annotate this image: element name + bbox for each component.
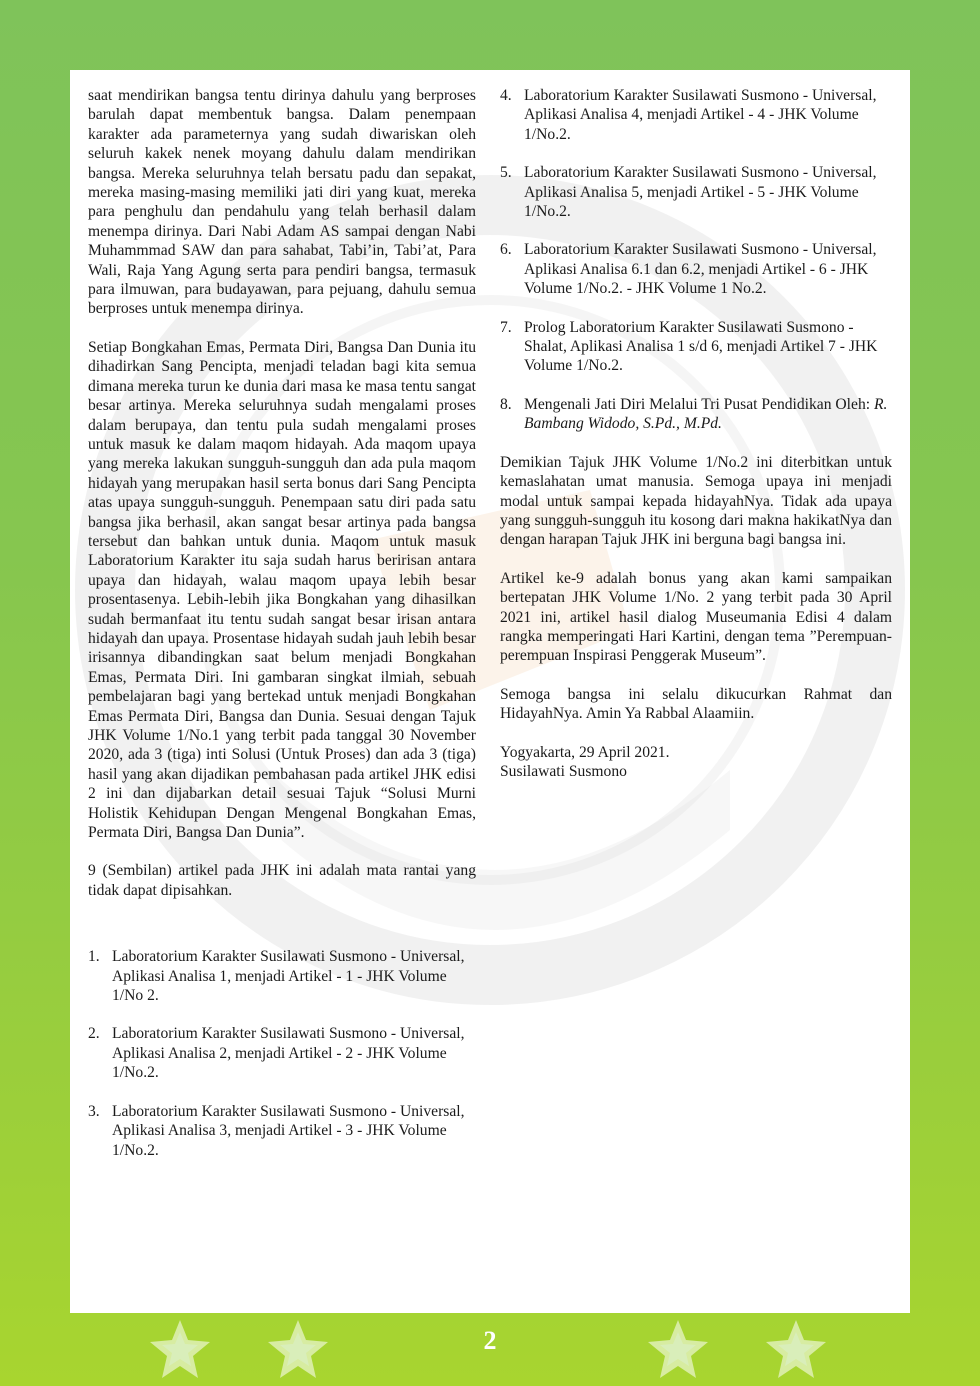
list-item-text (524, 395, 892, 434)
list-item-text: Laboratorium Karakter Susilawati Susmono - Universal, Aplikasi Analisa 3, menjadi Artikel - 3 - JHK Volume 1/No.2. (112, 1102, 465, 1159)
star-ornament-icon (148, 1318, 212, 1382)
document-page (70, 70, 910, 1313)
list-item-number: 6. (500, 241, 512, 259)
list-item (88, 1024, 476, 1082)
list-item (500, 240, 892, 298)
list-item-title: Mengenali Jati Diri Melalui Tri Pusat Pendidikan Oleh: (524, 395, 874, 413)
paragraph-artikel-9: Artikel ke-9 adalah bonus yang akan kami sampaikan bertepatan JHK Volume 1/No. 2 yang terbit pada 30 April 2021 ini, artikel hasil dialog Museumania Edisi 4 dalam rangka memperingati Hari Kartini, dengan tema ”Perempuan-perempuan Inspirasi Penggerak Museum”. (500, 569, 892, 665)
list-item-number: 5. (500, 164, 512, 182)
list-item (88, 947, 476, 1005)
list-item (500, 318, 892, 376)
list-item-number: 4. (500, 87, 512, 104)
star-ornament-icon (266, 1318, 330, 1382)
author-name: R. Bambang Widodo, S.Pd., M.Pd. (524, 395, 888, 433)
list-item-number: 7. (500, 318, 512, 336)
right-column (500, 86, 892, 781)
list-item (88, 1102, 476, 1160)
paragraph-demikian: Demikian Tajuk JHK Volume 1/No.2 ini diterbitkan untuk kemaslahatan umat manusia. Semoga upaya ini menjadi modal untuk sampai kepada hidayahNya. Tidak ada upaya yang sungguh-sungguh itu kosong dari makna hakikatNya dan dengan harapan Tajuk JHK ini berguna bagi bangsa ini. (500, 453, 892, 549)
list-item (500, 163, 892, 221)
list-item-text: Laboratorium Karakter Susilawati Susmono - Universal, Aplikasi Analisa 5, menjadi Artikel - 5 - JHK Volume 1/No.2. (524, 164, 877, 221)
list-item-text: Laboratorium Karakter Susilawati Susmono - Universal, Aplikasi Analisa 2, menjadi Artikel - 2 - JHK Volume 1/No.2. (112, 1025, 465, 1082)
article-list-left (88, 947, 476, 1160)
article-list-right (500, 86, 892, 434)
list-item (500, 395, 892, 434)
signature-block (500, 743, 892, 782)
star-ornament-icon (646, 1318, 710, 1382)
paragraph-mata-rantai: 9 (Sembilan) artikel pada JHK ini adalah mata rantai yang tidak dapat dipisahkan. (88, 862, 476, 899)
list-item-text: Laboratorium Karakter Susilawati Susmono - Universal, Aplikasi Analisa 6.1 dan 6.2, menjadi Artikel - 6 - JHK Volume 1/No.2. - JHK Volume 1 No.2. (524, 241, 877, 298)
list-item-text: Laboratorium Karakter Susilawati Susmono - Universal, Aplikasi Analisa 1, menjadi Artikel - 1 - JHK Volume 1/No 2. (112, 948, 465, 1005)
page-number: 2 (483, 1326, 497, 1355)
signature-name: Susilawati Susmono (500, 762, 627, 780)
list-item-number: 1. (88, 948, 100, 966)
paragraph-semoga: Semoga bangsa ini selalu dikucurkan Rahmat dan HidayahNya. Amin Ya Rabbal Alaamiin. (500, 685, 892, 723)
place-date: Yogyakarta, 29 April 2021. (500, 743, 670, 761)
list-item-text: Prolog Laboratorium Karakter Susilawati Susmono - Shalat, Aplikasi Analisa 1 s/d 6, menjadi Artikel 7 - JHK Volume 1/No.2. (524, 318, 878, 375)
star-ornament-icon (764, 1318, 828, 1382)
paragraph-intro: saat mendirikan bangsa tentu dirinya dahulu yang berproses barulah dapat membentuk bangsa. Dalam penempaan karakter ada parameternya yang sudah diwariskan oleh seluruh kakek nenek moyang dahulu dalam mendirikan bangsa. Mereka seluruhnya telah bersatu padu dan sepakat, mereka masing-masing memiliki jati diri yang kuat, mereka para penghulu dan pendahulu yang telah berhasil dalam menempa dirinya. Dari Nabi Adam AS sampai dengan Nabi Muhammmad SAW dan para sahabat, Tabi’in, Tabi’at, Para Wali, Raja Yang Agung serta para pendiri bangsa, termasuk para ilmuwan, para budayawan, para pejuang, dahulu semua berproses untuk menempa dirinya. (88, 87, 476, 318)
left-column (88, 86, 476, 1179)
list-item-number: 2. (88, 1025, 100, 1043)
list-item-number: 3. (88, 1102, 100, 1120)
list-item-text: Laboratorium Karakter Susilawati Susmono - Universal, Aplikasi Analisa 4, menjadi Artikel - 4 - JHK Volume 1/No.2. (524, 87, 877, 143)
paragraph-bongkahan: Setiap Bongkahan Emas, Permata Diri, Bangsa Dan Dunia itu dihadirkan Sang Pencipta, menjadi teladan bagi kita semua dimana mereka turun ke dunia dari masa ke masa tentu sangat besar artinya. Mereka seluruhnya sudah mengalami proses dalam berupaya, dan tentu pula sudah mengalami proses untuk masuk ke dalam maqom hidayah. Ada maqom upaya yang mereka lakukan sungguh-sungguh dan ada pula maqom hidayah yang merupakan hasil serta bonus dari Sang Pencipta atas upaya sungguh-sungguh. Penempaan satu diri pada satu bangsa jika berhasil, akan sangat besar artinya pada bangsa tersebut dan bahkan untuk dunia. Maqom untuk masuk Laboratorium Karakter itu saja sudah harus beririsan antara upaya dan hidayah, walau maqom upaya lebih besar prosentasenya. Lebih-lebih jika Bongkahan yang dihasilkan sudah bermanfaat itu tentu sudah sangat besar irisan antara hidayah dan upaya. Prosentase hidayah sudah jauh lebih besar irisannya dibandingkan saat belum menjadi Bongkahan Emas, Permata Diri. Ini gambaran singkat ilmiah, sebuah pembelajaran bagi yang bertekad untuk menjadi Bongkahan Emas Permata Diri, Bangsa dan Dunia. Sesuai dengan Tajuk JHK Volume 1/No.1 yang terbit pada tanggal 30 November 2020, ada 3 (tiga) inti Solusi (Untuk Proses) dan ada 3 (tiga) hasil yang akan dijadikan pembahasan pada artikel JHK edisi 2 ini dan dijabarkan detail sesuai Tajuk “Solusi Murni Holistik Kehidupan Dengan Mengenal Bongkahan Emas, Permata Diri, Bangsa Dan Dunia”. (88, 338, 476, 842)
list-item-number: 8. (500, 395, 512, 413)
list-item (500, 86, 892, 144)
